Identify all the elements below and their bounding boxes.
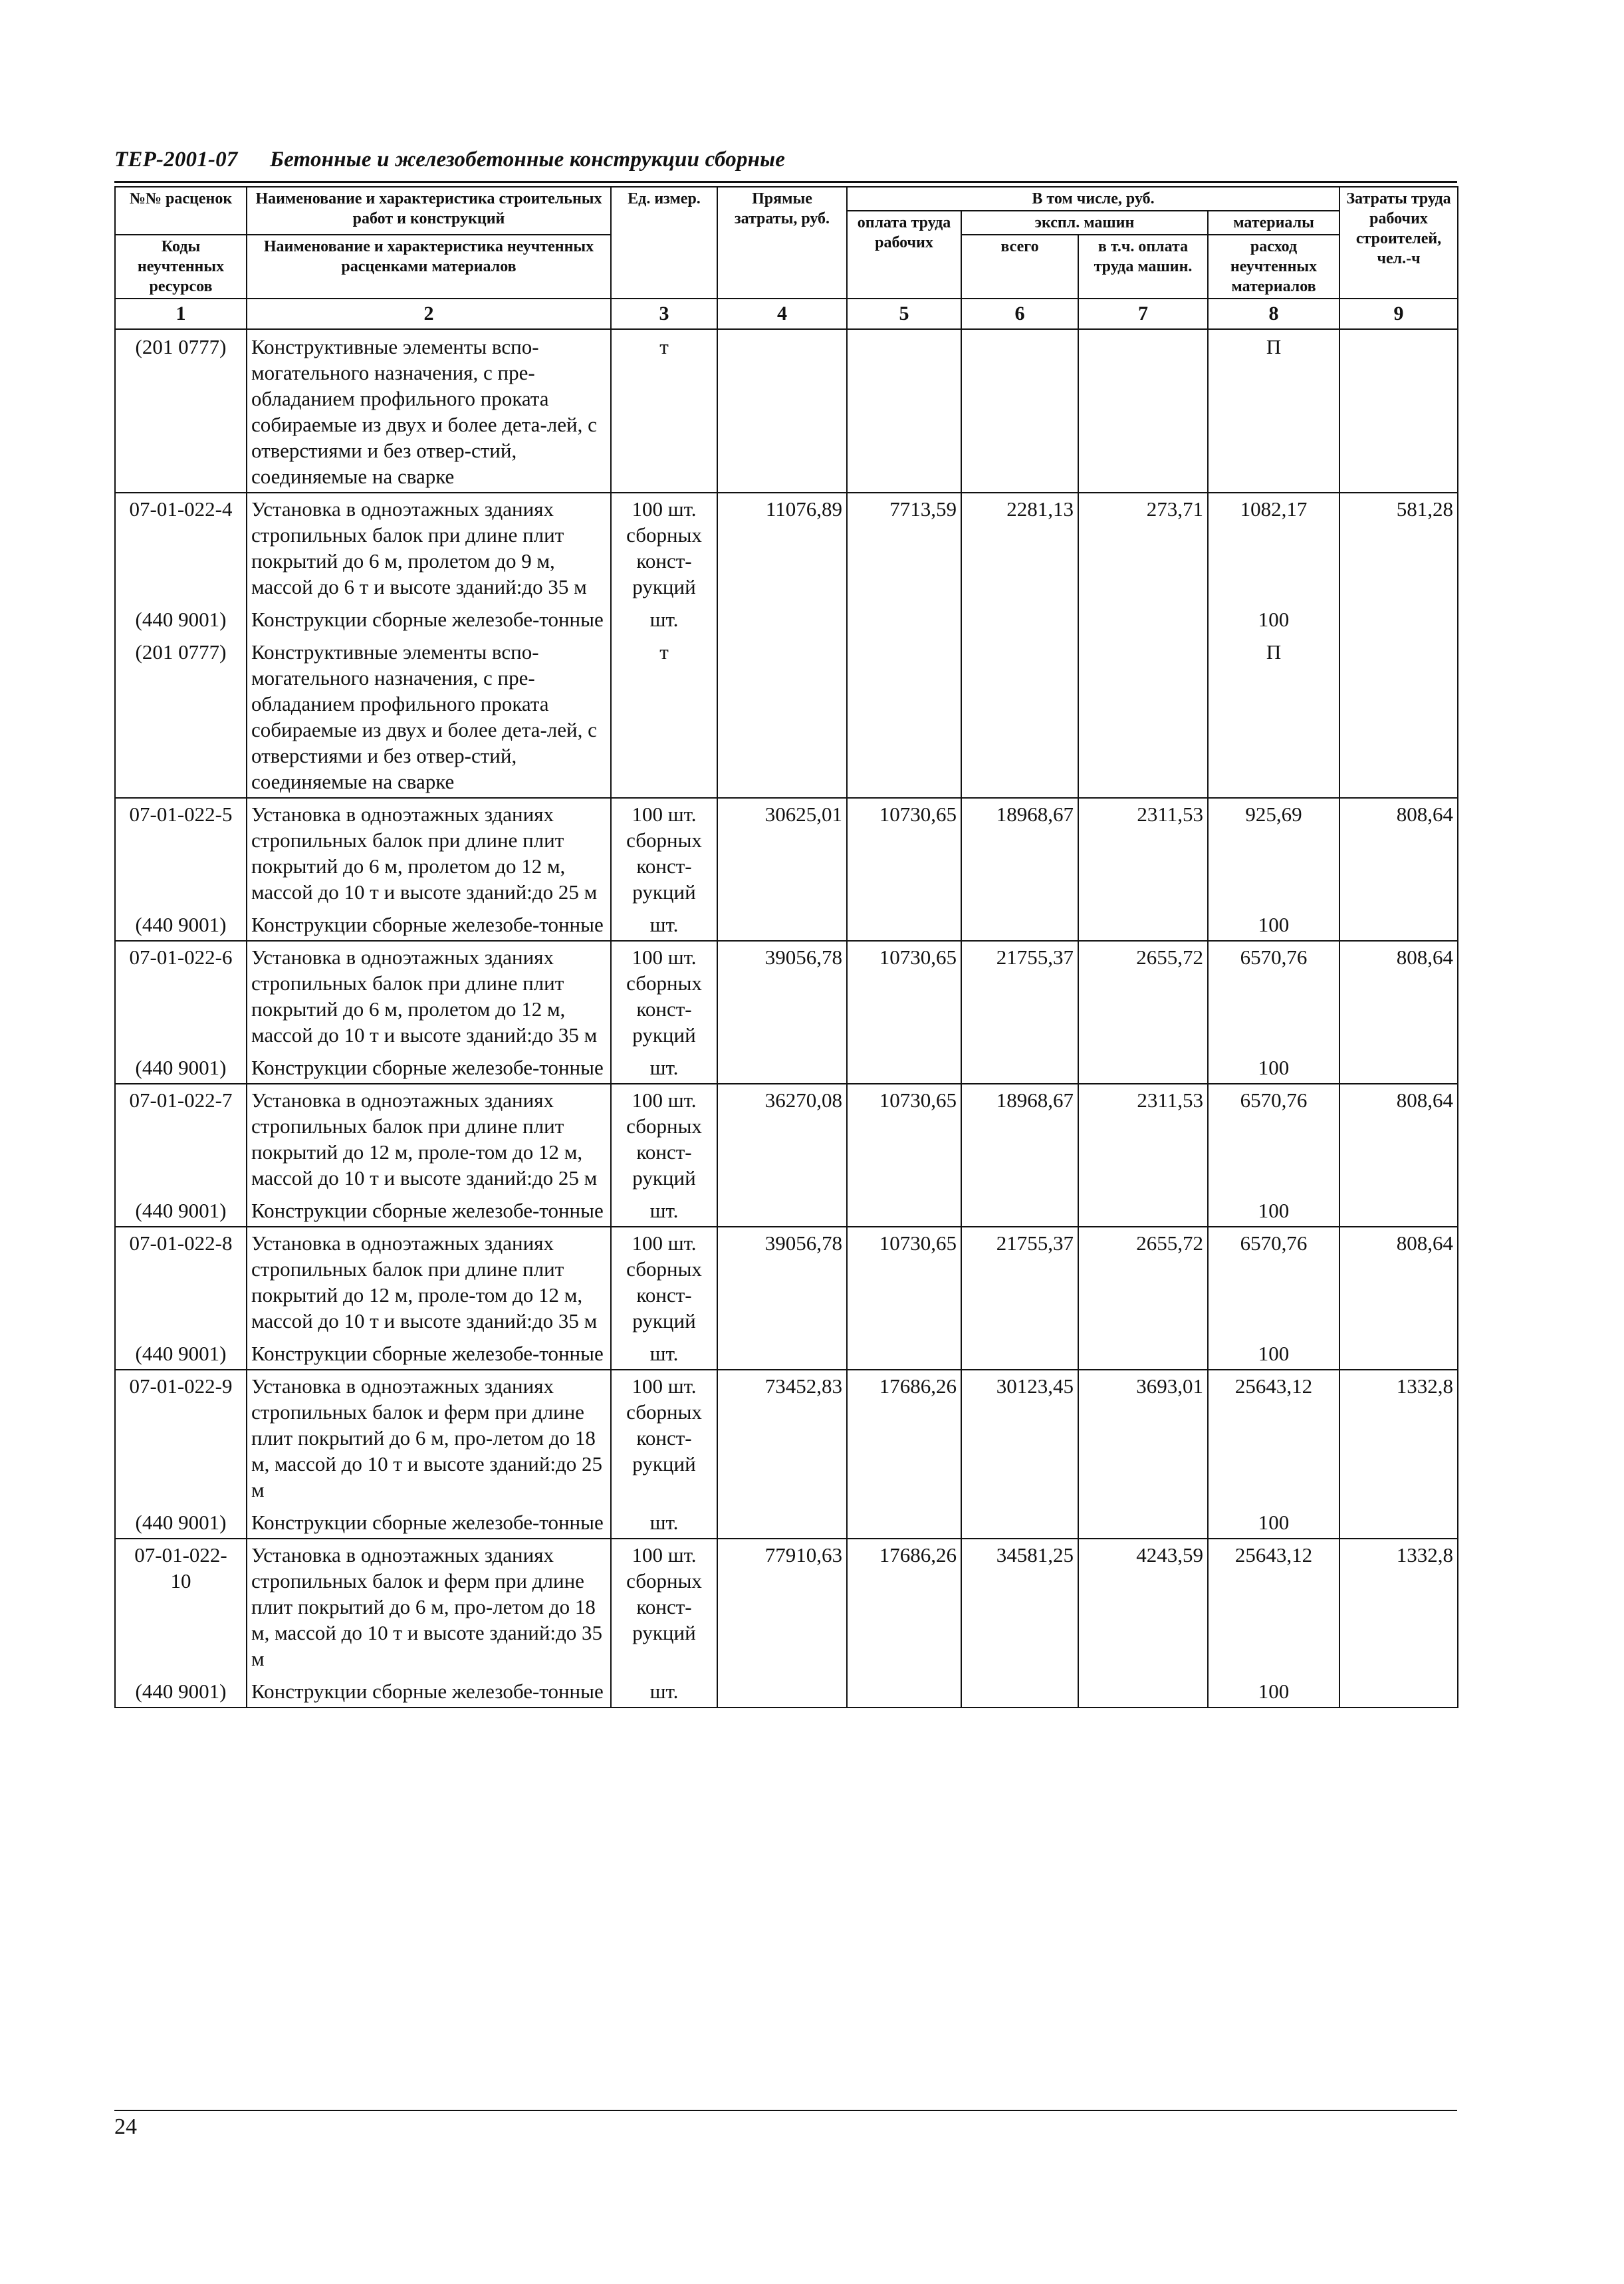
machines-total-cell: 34581,25	[961, 1539, 1078, 1674]
materials-cell: 100	[1208, 1674, 1339, 1708]
machines-labor-cell: 2655,72	[1078, 1227, 1208, 1336]
labor-pay-cell: 10730,65	[847, 798, 961, 908]
description-cell: Установка в одноэтажных зданиях стропильных балок при длине плит покрытий до 6 м, пролетом до 12 м, массой до 10 т и высоте зданий:до 25 м	[247, 798, 611, 908]
description-cell: Установка в одноэтажных зданиях стропильных балок при длине плит покрытий до 6 м, пролетом до 9 м, массой до 6 т и высоте зданий:до 35 м	[247, 493, 611, 602]
description-cell: Установка в одноэтажных зданиях стропильных балок при длине плит покрытий до 12 м, проле-том до 12 м, массой до 10 т и высоте зданий:до 35 м	[247, 1227, 611, 1336]
col-labor-hours-header: Затраты труда рабочих строителей, чел.-ч	[1339, 187, 1458, 299]
resource-row	[115, 329, 1458, 493]
materials-cell: 100	[1208, 1336, 1339, 1370]
machines-labor-cell	[1078, 602, 1208, 635]
materials-cell: 100	[1208, 1194, 1339, 1227]
rate-code-cell: (201 0777)	[115, 635, 247, 798]
description-cell: Конструкции сборные железобе-тонные	[247, 1505, 611, 1539]
labor-hours-cell	[1339, 1051, 1458, 1084]
unit-cell: шт.	[611, 602, 717, 635]
description-cell: Конструкции сборные железобе-тонные	[247, 1336, 611, 1370]
rate-code-cell: (440 9001)	[115, 1051, 247, 1084]
machines-total-cell	[961, 1505, 1078, 1539]
rate-code-cell: 07-01-022-9	[115, 1370, 247, 1505]
direct-costs-cell: 39056,78	[717, 941, 847, 1051]
resource-row	[115, 1505, 1458, 1539]
unit-cell: 100 шт. сборных конст-рукций	[611, 798, 717, 908]
page-number: 24	[114, 2114, 137, 2139]
machines-labor-cell: 273,71	[1078, 493, 1208, 602]
machines-total-cell	[961, 635, 1078, 798]
machines-total-cell: 18968,67	[961, 1084, 1078, 1194]
col-unit-header: Ед. измер.	[611, 187, 717, 299]
document-code: ТЕР-2001-07	[114, 148, 238, 172]
labor-pay-cell: 7713,59	[847, 493, 961, 602]
description-cell: Установка в одноэтажных зданиях стропильных балок при длине плит покрытий до 6 м, пролетом до 12 м, массой до 10 т и высоте зданий:до 35 м	[247, 941, 611, 1051]
unit-cell: шт.	[611, 1674, 717, 1708]
direct-costs-cell	[717, 1674, 847, 1708]
description-cell: Установка в одноэтажных зданиях стропильных балок и ферм при длине плит покрытий до 6 м, про-летом до 18 м, массой до 10 т и высоте зданий:до 25 м	[247, 1370, 611, 1505]
col-rate-number-header: №№ расценок	[115, 187, 247, 235]
header-rule	[114, 181, 1457, 183]
materials-cell: 6570,76	[1208, 1084, 1339, 1194]
machines-total-cell: 21755,37	[961, 1227, 1078, 1336]
labor-pay-cell: 10730,65	[847, 941, 961, 1051]
resource-row	[115, 635, 1458, 798]
col-number: 3	[611, 299, 717, 329]
footer-rule	[114, 2110, 1457, 2111]
unit-cell: 100 шт. сборных конст-рукций	[611, 1370, 717, 1505]
unit-cell: шт.	[611, 1505, 717, 1539]
labor-hours-cell: 1332,8	[1339, 1370, 1458, 1505]
labor-hours-cell	[1339, 1505, 1458, 1539]
labor-pay-cell	[847, 1674, 961, 1708]
resource-row	[115, 1051, 1458, 1084]
direct-costs-cell: 73452,83	[717, 1370, 847, 1505]
machines-labor-cell	[1078, 1674, 1208, 1708]
direct-costs-cell	[717, 329, 847, 493]
machines-total-cell	[961, 1336, 1078, 1370]
direct-costs-cell: 39056,78	[717, 1227, 847, 1336]
unit-cell: т	[611, 635, 717, 798]
labor-hours-cell	[1339, 1194, 1458, 1227]
resource-row	[115, 602, 1458, 635]
rate-code-cell: (440 9001)	[115, 1336, 247, 1370]
unit-cell: шт.	[611, 1051, 717, 1084]
col-number: 7	[1078, 299, 1208, 329]
col-machines-header: экспл. машин	[961, 211, 1208, 235]
rate-code-cell: (440 9001)	[115, 1505, 247, 1539]
labor-pay-cell	[847, 1505, 961, 1539]
labor-pay-cell: 17686,26	[847, 1539, 961, 1674]
direct-costs-cell	[717, 1505, 847, 1539]
col-materials-header: материалы	[1208, 211, 1339, 235]
col-number: 8	[1208, 299, 1339, 329]
description-cell: Конструкции сборные железобе-тонные	[247, 1674, 611, 1708]
rate-row	[115, 798, 1458, 908]
col-machines-total-header: всего	[961, 235, 1078, 299]
machines-labor-cell: 3693,01	[1078, 1370, 1208, 1505]
materials-cell: П	[1208, 329, 1339, 493]
col-material-name-header: Наименование и характеристика неучтенных расценками материалов	[247, 235, 611, 299]
machines-labor-cell	[1078, 329, 1208, 493]
materials-cell: 25643,12	[1208, 1370, 1339, 1505]
col-number: 1	[115, 299, 247, 329]
materials-cell: 100	[1208, 602, 1339, 635]
labor-pay-cell: 17686,26	[847, 1370, 961, 1505]
labor-hours-cell: 808,64	[1339, 1084, 1458, 1194]
col-machines-incl-header: в т.ч. оплата труда машин.	[1078, 235, 1208, 299]
description-cell: Конструктивные элементы вспо-могательного назначения, с пре-обладанием профильного проката собираемые из двух и более дета-лей, с отверстиями и без отвер-стий, соединяемые на сварке	[247, 329, 611, 493]
rate-code-cell: 07-01-022-5	[115, 798, 247, 908]
rate-code-cell: 07-01-022-8	[115, 1227, 247, 1336]
labor-hours-cell: 1332,8	[1339, 1539, 1458, 1674]
materials-cell: 6570,76	[1208, 941, 1339, 1051]
direct-costs-cell	[717, 1194, 847, 1227]
direct-costs-cell	[717, 602, 847, 635]
labor-hours-cell: 581,28	[1339, 493, 1458, 602]
unit-cell: 100 шт. сборных конст-рукций	[611, 1539, 717, 1674]
direct-costs-cell	[717, 1336, 847, 1370]
unit-cell: 100 шт. сборных конст-рукций	[611, 1084, 717, 1194]
materials-cell: 6570,76	[1208, 1227, 1339, 1336]
col-number: 9	[1339, 299, 1458, 329]
rate-row	[115, 1370, 1458, 1505]
labor-pay-cell: 10730,65	[847, 1084, 961, 1194]
materials-cell: 100	[1208, 1505, 1339, 1539]
direct-costs-cell: 30625,01	[717, 798, 847, 908]
unit-cell: шт.	[611, 908, 717, 941]
description-cell: Конструкции сборные железобе-тонные	[247, 1194, 611, 1227]
col-number: 6	[961, 299, 1078, 329]
labor-pay-cell	[847, 329, 961, 493]
labor-pay-cell	[847, 1051, 961, 1084]
materials-cell: 100	[1208, 1051, 1339, 1084]
rate-code-cell: 07-01-022-7	[115, 1084, 247, 1194]
description-cell: Установка в одноэтажных зданиях стропильных балок при длине плит покрытий до 12 м, проле-том до 12 м, массой до 10 т и высоте зданий:до 25 м	[247, 1084, 611, 1194]
rate-code-cell: (440 9001)	[115, 1194, 247, 1227]
description-cell: Конструктивные элементы вспо-могательного назначения, с пре-обладанием профильного проката собираемые из двух и более дета-лей, с отверстиями и без отвер-стий, соединяемые на сварке	[247, 635, 611, 798]
direct-costs-cell: 77910,63	[717, 1539, 847, 1674]
machines-labor-cell	[1078, 635, 1208, 798]
col-direct-costs-header: Прямые затраты, руб.	[717, 187, 847, 299]
machines-labor-cell	[1078, 1505, 1208, 1539]
col-number: 4	[717, 299, 847, 329]
col-materials-sub-header: расход неучтенных материалов	[1208, 235, 1339, 299]
unit-cell: 100 шт. сборных конст-рукций	[611, 941, 717, 1051]
direct-costs-cell: 36270,08	[717, 1084, 847, 1194]
rate-code-cell: (440 9001)	[115, 908, 247, 941]
rate-row	[115, 493, 1458, 602]
labor-hours-cell: 808,64	[1339, 941, 1458, 1051]
resource-row	[115, 1194, 1458, 1227]
machines-labor-cell	[1078, 1194, 1208, 1227]
labor-hours-cell	[1339, 908, 1458, 941]
machines-total-cell: 18968,67	[961, 798, 1078, 908]
machines-labor-cell	[1078, 1051, 1208, 1084]
rate-code-cell: (440 9001)	[115, 1674, 247, 1708]
direct-costs-cell	[717, 908, 847, 941]
machines-total-cell	[961, 908, 1078, 941]
document-title: Бетонные и железобетонные конструкции сборные	[269, 148, 786, 172]
materials-cell: П	[1208, 635, 1339, 798]
machines-labor-cell	[1078, 908, 1208, 941]
rate-code-cell: 07-01-022-4	[115, 493, 247, 602]
rate-code-cell: 07-01-022-6	[115, 941, 247, 1051]
col-labor-pay-header: оплата труда рабочих	[847, 211, 961, 299]
machines-total-cell	[961, 1674, 1078, 1708]
labor-hours-cell	[1339, 602, 1458, 635]
col-number: 2	[247, 299, 611, 329]
direct-costs-cell	[717, 1051, 847, 1084]
materials-cell: 1082,17	[1208, 493, 1339, 602]
labor-pay-cell	[847, 635, 961, 798]
machines-total-cell	[961, 602, 1078, 635]
unit-cell: 100 шт. сборных конст-рукций	[611, 1227, 717, 1336]
labor-pay-cell	[847, 1194, 961, 1227]
machines-total-cell	[961, 1194, 1078, 1227]
materials-cell: 925,69	[1208, 798, 1339, 908]
page-header	[114, 148, 1457, 172]
labor-hours-cell: 808,64	[1339, 798, 1458, 908]
machines-labor-cell: 2311,53	[1078, 798, 1208, 908]
labor-hours-cell	[1339, 329, 1458, 493]
labor-pay-cell	[847, 1336, 961, 1370]
machines-total-cell: 2281,13	[961, 493, 1078, 602]
description-cell: Конструкции сборные железобе-тонные	[247, 602, 611, 635]
labor-hours-cell	[1339, 1674, 1458, 1708]
materials-cell: 25643,12	[1208, 1539, 1339, 1674]
machines-total-cell	[961, 329, 1078, 493]
machines-total-cell: 30123,45	[961, 1370, 1078, 1505]
column-numbers-row	[115, 299, 1458, 329]
rate-row	[115, 1539, 1458, 1674]
rate-code-cell: (440 9001)	[115, 602, 247, 635]
machines-labor-cell: 2311,53	[1078, 1084, 1208, 1194]
rate-row	[115, 1084, 1458, 1194]
resource-row	[115, 908, 1458, 941]
resource-row	[115, 1336, 1458, 1370]
machines-total-cell: 21755,37	[961, 941, 1078, 1051]
unit-cell: шт.	[611, 1194, 717, 1227]
direct-costs-cell: 11076,89	[717, 493, 847, 602]
machines-labor-cell: 4243,59	[1078, 1539, 1208, 1674]
unit-cell: 100 шт. сборных конст-рукций	[611, 493, 717, 602]
labor-hours-cell	[1339, 635, 1458, 798]
header-row-1	[115, 187, 1458, 211]
labor-pay-cell	[847, 602, 961, 635]
resource-row	[115, 1674, 1458, 1708]
rate-row	[115, 1227, 1458, 1336]
col-name-header: Наименование и характеристика строительных работ и конструкций	[247, 187, 611, 235]
description-cell: Конструкции сборные железобе-тонные	[247, 908, 611, 941]
description-cell: Конструкции сборные железобе-тонные	[247, 1051, 611, 1084]
rate-row	[115, 941, 1458, 1051]
col-group-header: В том числе, руб.	[847, 187, 1339, 211]
col-resource-code-header: Коды неучтенных ресурсов	[115, 235, 247, 299]
labor-hours-cell: 808,64	[1339, 1227, 1458, 1336]
materials-cell: 100	[1208, 908, 1339, 941]
machines-total-cell	[961, 1051, 1078, 1084]
rate-code-cell: 07-01-022- 10	[115, 1539, 247, 1674]
unit-cell: т	[611, 329, 717, 493]
unit-cell: шт.	[611, 1336, 717, 1370]
description-cell: Установка в одноэтажных зданиях стропильных балок и ферм при длине плит покрытий до 6 м, про-летом до 18 м, массой до 10 т и высоте зданий:до 35 м	[247, 1539, 611, 1674]
rates-table	[114, 186, 1458, 1708]
labor-pay-cell: 10730,65	[847, 1227, 961, 1336]
machines-labor-cell: 2655,72	[1078, 941, 1208, 1051]
col-number: 5	[847, 299, 961, 329]
labor-pay-cell	[847, 908, 961, 941]
labor-hours-cell	[1339, 1336, 1458, 1370]
direct-costs-cell	[717, 635, 847, 798]
rate-code-cell: (201 0777)	[115, 329, 247, 493]
machines-labor-cell	[1078, 1336, 1208, 1370]
